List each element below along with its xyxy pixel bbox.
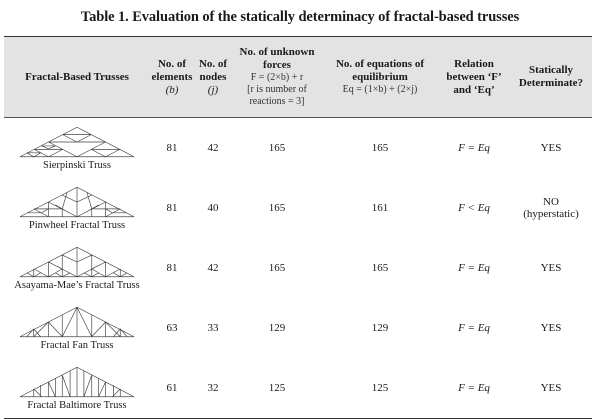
elements-cell: 81 [166, 202, 178, 214]
relation-cell: F = Eq [458, 262, 490, 274]
truss-cell [4, 118, 150, 179]
determinate-cell: YES [540, 322, 562, 334]
nodes-cell: 42 [207, 262, 219, 274]
nodes-cell: 33 [207, 322, 219, 334]
table-row [4, 178, 592, 238]
forces-cell: 129 [268, 322, 286, 334]
truss-cell [4, 178, 150, 238]
determinate-cell: NO (hyperstatic) [523, 196, 579, 220]
relation-cell: F = Eq [458, 142, 490, 154]
truss-name: Asayama-Mae’s Fractal Truss [14, 279, 140, 291]
header-determinate: Statically Determinate? [510, 37, 592, 118]
table-row [4, 358, 592, 419]
truss-evaluation-table [4, 36, 592, 419]
truss-name: Sierpinski Truss [43, 159, 111, 171]
table-row [4, 238, 592, 298]
truss-cell [4, 298, 150, 358]
elements-cell: 81 [166, 262, 178, 274]
equations-cell: 165 [371, 142, 389, 154]
forces-formula: F = (2×b) + r [250, 72, 304, 83]
header-elements: No. of elements (b) [150, 37, 194, 118]
baltimore-truss-icon [18, 365, 136, 399]
nodes-cell: 42 [207, 142, 219, 154]
header-nodes: No. of nodes (j) [194, 37, 232, 118]
truss-name: Fractal Fan Truss [40, 339, 114, 351]
header-truss: Fractal-Based Trusses [4, 37, 150, 118]
truss-cell [4, 358, 150, 419]
asayama-truss-icon [18, 245, 136, 279]
table-row [4, 298, 592, 358]
header-relation: Relation between ‘F’ and ‘Eq’ [438, 37, 510, 118]
header-equations: No. of equations of equilibrium Eq = (1×b) + (2×j) [322, 37, 438, 118]
elements-cell: 81 [166, 142, 178, 154]
header-forces: No. of unknown forces F = (2×b) + r [r is number of reactions = 3] [232, 37, 322, 118]
equations-cell: 165 [371, 262, 389, 274]
relation-cell: F = Eq [458, 322, 490, 334]
fan-truss-icon [18, 305, 136, 339]
forces-cell: 165 [268, 202, 286, 214]
nodes-cell: 40 [207, 202, 219, 214]
equations-cell: 129 [371, 322, 389, 334]
relation-cell: F < Eq [458, 202, 490, 214]
equations-cell: 125 [322, 358, 438, 419]
determinate-cell: YES [510, 358, 592, 419]
table-caption: Table 1. Evaluation of the statically determinacy of fractal-based trusses [80, 9, 520, 25]
nodes-cell: 32 [194, 358, 232, 419]
sierpinski-truss-icon [18, 125, 136, 159]
relation-cell: F = Eq [438, 358, 510, 419]
truss-name: Pinwheel Fractal Truss [28, 219, 126, 231]
determinate-cell: YES [540, 262, 562, 274]
forces-cell: 165 [268, 142, 286, 154]
elements-cell: 61 [150, 358, 194, 419]
table-row [4, 118, 592, 179]
forces-note: [r is number of reactions = 3] [247, 84, 307, 107]
determinate-cell: YES [540, 142, 562, 154]
equations-cell: 161 [371, 202, 389, 214]
truss-name: Fractal Baltimore Truss [27, 399, 127, 411]
forces-cell: 125 [232, 358, 322, 419]
forces-cell: 165 [268, 262, 286, 274]
elements-cell: 63 [166, 322, 178, 334]
pinwheel-truss-icon [18, 185, 136, 219]
truss-cell [4, 238, 150, 298]
table-header-row [4, 37, 592, 118]
equations-formula: Eq = (1×b) + (2×j) [342, 84, 418, 95]
